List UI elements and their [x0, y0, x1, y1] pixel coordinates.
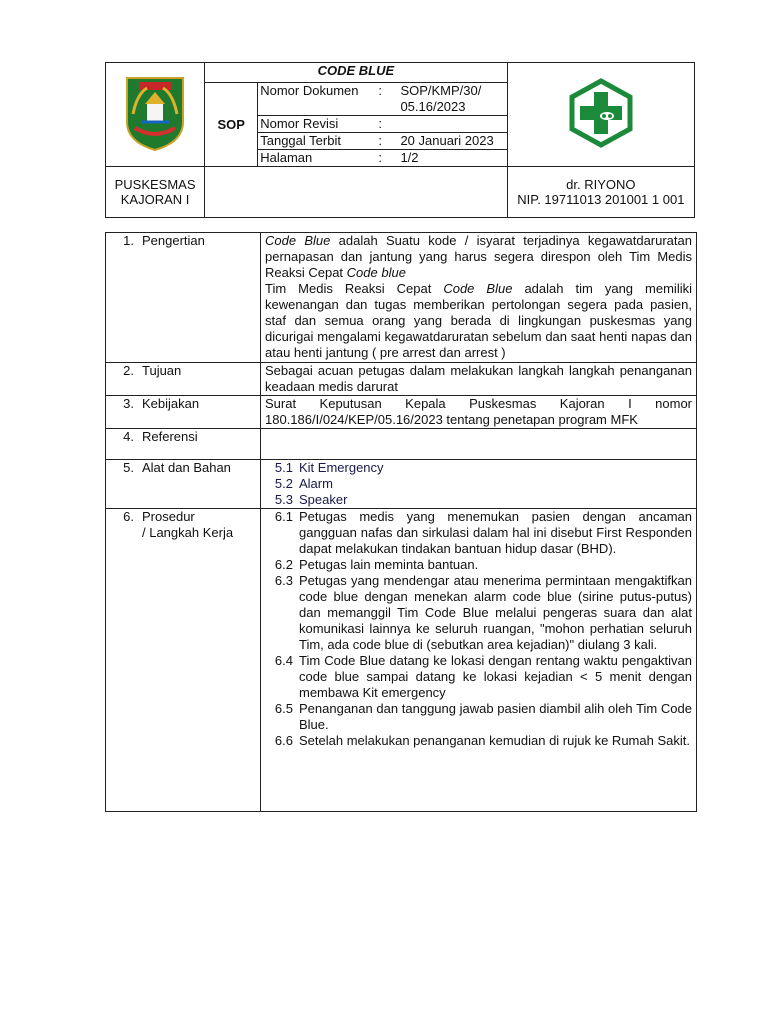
section-number: 6. [123, 509, 134, 524]
section-prosedur [106, 509, 697, 812]
sop-content-table [105, 232, 697, 812]
meta-value: 20 Januari 2023 [398, 133, 506, 150]
section-number: 1. [123, 233, 134, 248]
meta-row-tanggal-terbit [258, 133, 506, 150]
item-text: Setelah melakukan penanganan kemudian di rujuk ke Rumah Sakit. [299, 733, 690, 748]
section-referensi [106, 429, 697, 460]
signer-cell [507, 167, 694, 218]
meta-row-nomor-dokumen [258, 83, 506, 116]
section-alat-bahan [106, 460, 697, 509]
signer-name: dr. RIYONO [566, 177, 636, 192]
meta-colon: : [376, 116, 398, 133]
section-label: Prosedur [142, 509, 195, 524]
list-item [265, 701, 692, 733]
item-number: 6.5 [274, 701, 293, 716]
district-emblem-icon [123, 74, 187, 152]
section-content [261, 460, 697, 509]
definition-text: adalah Suatu kode / isyarat terjadinya kegawatdaruratan pernapasan dan jantung yang harus segera direspon oleh Tim Medis Reaksi Cepat [265, 233, 692, 280]
item-text: Kit Emergency [299, 460, 384, 475]
item-number: 5.3 [274, 492, 293, 507]
section-number: 4. [123, 429, 134, 444]
term-code-blue: Code Blue [265, 233, 331, 248]
section-content [261, 509, 697, 812]
definition-paragraph [265, 233, 692, 281]
item-number: 5.1 [274, 460, 293, 475]
section-label-cell [106, 233, 261, 363]
health-logo-cell [507, 63, 694, 167]
item-text: Petugas medis yang menemukan pasien dengan ancaman gangguan nafas dan sirkulasi dalam hal ini disebut First Responden dapat melakukan tindakan bantuan hidup dasar (BHD). [299, 509, 692, 556]
list-item [265, 653, 692, 701]
section-content: Sebagai acuan petugas dalam melakukan langkah langkah penanganan keadaan medis darurat [261, 363, 697, 396]
meta-colon: : [376, 133, 398, 150]
document-meta [258, 83, 506, 166]
section-content [261, 429, 697, 460]
item-number: 6.1 [274, 509, 293, 524]
puskesmas-logo-icon [566, 78, 636, 148]
meta-label: Nomor Revisi [258, 116, 376, 133]
organization-cell [106, 167, 205, 218]
section-label-continued: / Langkah Kerja [142, 525, 234, 540]
meta-value [398, 116, 506, 133]
sop-label: SOP [205, 83, 258, 167]
item-text: Speaker [299, 492, 348, 507]
document-title: CODE BLUE [205, 63, 508, 83]
section-content: Surat Keputusan Kepala Puskesmas Kajoran I nomor 180.186/I/024/KEP/05.16/2023 tentang penetapan program MFK [261, 396, 697, 429]
district-logo-cell [106, 63, 205, 167]
item-text: Penanganan dan tanggung jawab pasien diambil alih oleh Tim Code Blue. [299, 701, 692, 732]
signer-nip: NIP. 19711013 201001 1 001 [517, 192, 685, 207]
section-pengertian [106, 233, 697, 363]
item-number: 6.2 [274, 557, 293, 572]
list-item [265, 460, 692, 476]
meta-colon: : [376, 150, 398, 167]
meta-value: SOP/KMP/30/ 05.16/2023 [400, 83, 482, 114]
item-number: 6.3 [274, 573, 293, 588]
meta-label: Halaman [258, 150, 376, 167]
item-number: 5.2 [274, 476, 293, 491]
organization-name: PUSKESMAS [114, 177, 196, 192]
section-label: Tujuan [142, 363, 182, 378]
section-tujuan [106, 363, 697, 396]
section-number: 3. [123, 396, 134, 411]
term-code-blue: Code Blue [443, 281, 513, 296]
section-number: 5. [123, 460, 134, 475]
section-label-cell [106, 396, 261, 429]
section-content [261, 233, 697, 363]
item-text: Alarm [299, 476, 333, 491]
item-number: 6.4 [274, 653, 293, 668]
section-label-cell [106, 460, 261, 509]
section-label: Alat dan Bahan [142, 460, 231, 475]
section-label: Kebijakan [142, 396, 200, 411]
item-text: Tim Code Blue datang ke lokasi dengan rentang waktu pengaktivan code blue sampai datang ke lokasi kejadian < 5 menit dengan membawa Kit emergency [299, 653, 692, 700]
meta-row-nomor-revisi [258, 116, 506, 133]
blank-cell [205, 167, 508, 218]
section-kebijakan [106, 396, 697, 429]
section-number: 2. [123, 363, 134, 378]
section-label-cell [106, 429, 261, 460]
list-item [265, 573, 692, 653]
document-meta-cell [258, 83, 507, 167]
organization-unit: KAJORAN I [120, 192, 190, 207]
list-item [265, 476, 692, 492]
meta-colon: : [378, 83, 382, 98]
term-code-blue: Code blue [346, 265, 406, 280]
section-label: Pengertian [142, 233, 205, 248]
list-item [265, 557, 692, 573]
definition-text: adalah tim yang memiliki kewenangan dan tugas memberikan pertolongan segera pada pasien, staf dan semua orang yang berada di lingkungan puskesmas yang dicurigai mengalami kegawatdaruratan sebelum dan saat henti napas dan atau henti jantung ( pre arrest dan arrest ) [265, 281, 692, 360]
meta-label: Nomor Dokumen [260, 83, 359, 98]
meta-row-halaman [258, 150, 506, 167]
item-text: Petugas yang mendengar atau menerima permintaan mengaktifkan code blue dengan menekan alarm code blue (sirine putus-putus) dan memanggil Tim Code Blue melalui pengeras suara dan alat komunikasi lainnya ke seluruh ruangan, "mohon perhatian seluruh Tim, ada code blue di (sebutkan area kejadian)" diulang 3 kali. [299, 573, 692, 652]
meta-label: Tanggal Terbit [258, 133, 376, 150]
section-label: Referensi [142, 429, 198, 444]
sop-header-table [105, 62, 695, 218]
section-label-cell [106, 509, 261, 812]
team-definition-paragraph [265, 281, 692, 361]
list-item [265, 733, 692, 749]
item-number: 6.6 [274, 733, 293, 748]
list-item [265, 492, 692, 508]
list-item [265, 509, 692, 557]
item-text: Petugas lain meminta bantuan. [299, 557, 479, 572]
definition-text: Tim Medis Reaksi Cepat [265, 281, 444, 296]
section-label-cell [106, 363, 261, 396]
meta-value: 1/2 [398, 150, 506, 167]
